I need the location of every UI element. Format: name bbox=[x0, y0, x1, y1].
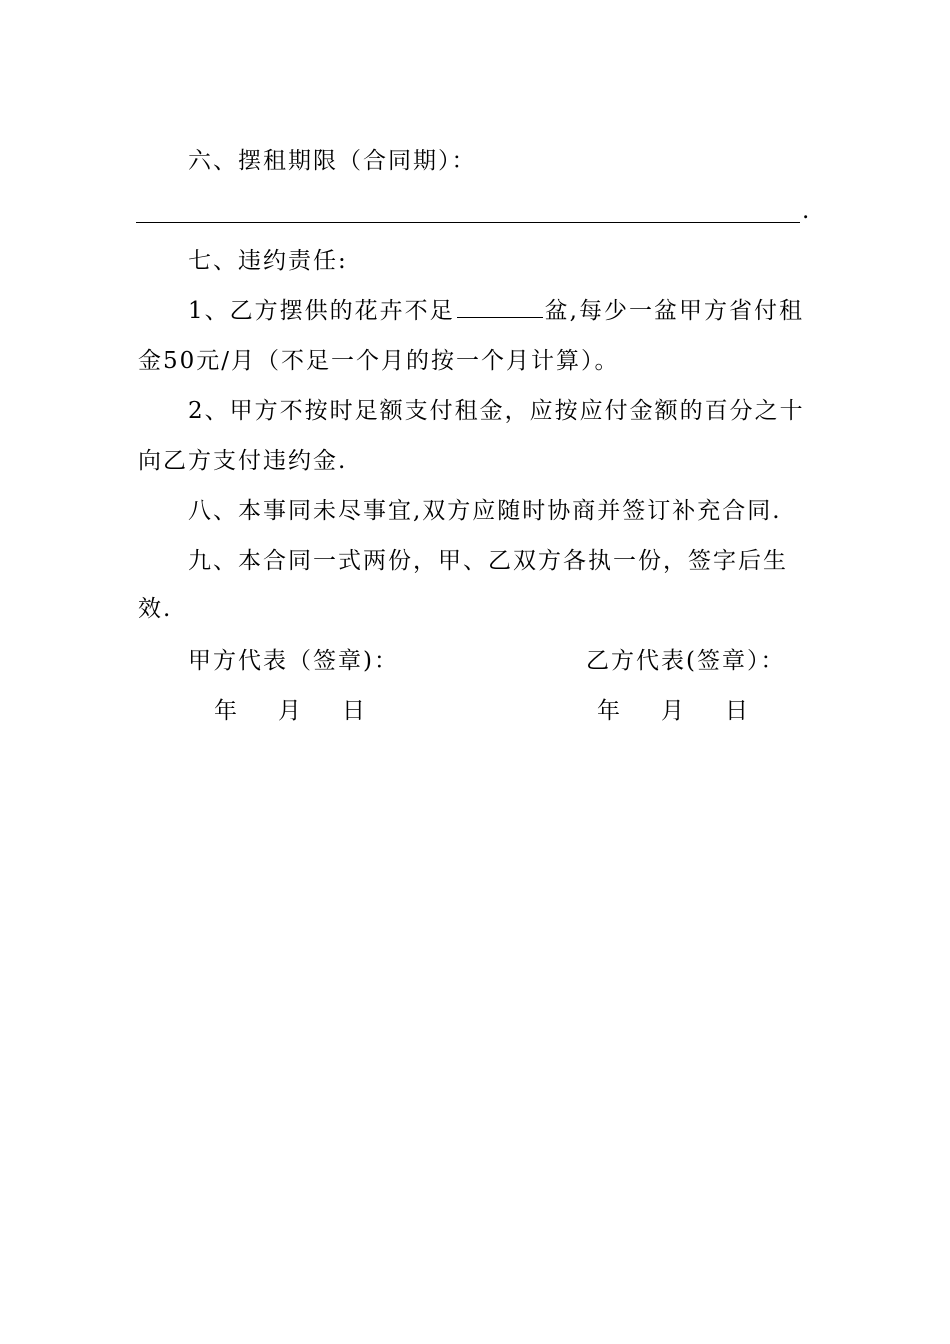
item1-text-after-blank: 盆,每少一盆甲方省付租 bbox=[544, 298, 804, 324]
section7-item1-line1 bbox=[188, 296, 804, 326]
item1-text-before-blank: 1、乙方摆供的花卉不足 bbox=[188, 298, 455, 324]
flower-count-blank bbox=[457, 297, 543, 318]
section7-item1-line2: 金50元/月（不足一个月的按一个月计算）。 bbox=[138, 348, 620, 374]
section8-text: 八、本事同未尽事宜,双方应随时协商并签订补充合同. bbox=[188, 498, 782, 524]
section6-heading: 六、摆租期限（合同期）： bbox=[188, 148, 477, 174]
party-b-month: 月 bbox=[661, 698, 686, 724]
section7-heading: 七、违约责任: bbox=[188, 248, 348, 274]
section9-line2: 效. bbox=[138, 596, 173, 622]
party-a-month: 月 bbox=[278, 698, 303, 724]
party-a-signature-label: 甲方代表（签章)： bbox=[188, 648, 399, 674]
section9-line1: 九、本合同一式两份，甲、乙双方各执一份，签字后生 bbox=[188, 548, 788, 574]
contract-period-end: . bbox=[802, 198, 812, 224]
party-a-year: 年 bbox=[214, 698, 239, 724]
party-b-year: 年 bbox=[597, 698, 622, 724]
party-b-day: 日 bbox=[725, 698, 750, 724]
party-a-day: 日 bbox=[342, 698, 367, 724]
party-b-signature-label: 乙方代表(签章）： bbox=[586, 648, 786, 674]
section7-item2-line2: 向乙方支付违约金. bbox=[138, 448, 348, 474]
contract-period-line bbox=[136, 198, 800, 223]
section7-item2-line1: 2、甲方不按时足额支付租金，应按应付金额的百分之十 bbox=[188, 398, 805, 424]
